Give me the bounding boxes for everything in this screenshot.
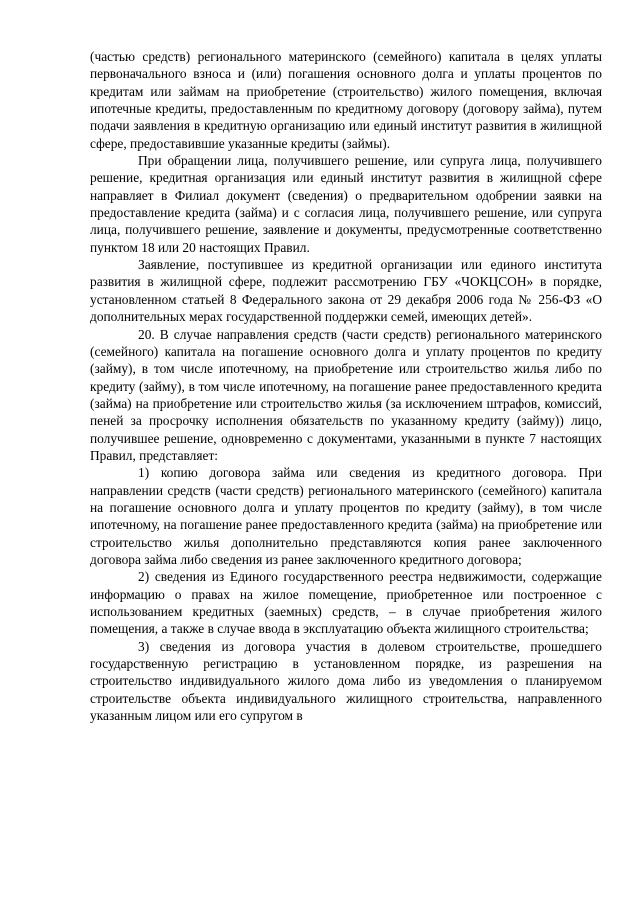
paragraph-application-review: Заявление, поступившее из кредитной организации или единого института развития в жилищной сфере, подлежит рассмотрению ГБУ «ЧОКЦСОН» в порядке, установленном статьей 8 Федерального закона от 29 декабря 2006 года № 256-ФЗ «О дополнительных мерах государственной поддержки семей, имеющих детей». bbox=[90, 257, 602, 325]
list-item-2: 2) сведения из Единого государственного реестра недвижимости, содержащие информацию о правах на жилое помещение, приобретенное или построенное с использованием кредитных (заемных) средств, – в случае приобретения жилого помещения, а также в случае ввода в эксплуатацию объекта жилищного строительства; bbox=[90, 569, 602, 637]
document-page bbox=[90, 48, 602, 724]
paragraph-continuation: (частью средств) регионального материнского (семейного) капитала в целях уплаты первоначального взноса и (или) погашения основного долга и уплаты процентов по кредитам или займам на приобретение (строительство) жилого помещения, включая ипотечные кредиты, предоставленным по кредитному договору (договору займа), путем подачи заявления в кредитную организацию или единый институт развития в жилищной сфере, предоставившие указанные кредиты (займы). bbox=[90, 49, 602, 151]
paragraph-item-20: 20. В случае направления средств (части средств) регионального материнского (семейного) капитала на погашение основного долга и уплату процентов по кредиту (займу), в том числе ипотечному, на приобретение или строительство жилья либо по кредиту (займу), в том числе ипотечному, на погашение ранее предоставленного кредита (займа) на приобретение или строительство жилья (за исключением штрафов, комиссий, пеней за просрочку исполнения обязательств по указанному кредиту (займу)) лицо, получившее решение, одновременно с документами, указанными в пункте 7 настоящих Правил, представляет: bbox=[90, 326, 602, 463]
list-item-1: 1) копию договора займа или сведения из кредитного договора. При направлении средств (части средств) регионального материнского (семейного) капитала на погашение основного долга и уплату процентов по кредиту (займу), в том числе ипотечному, на погашение ранее предоставленного кредита (займа) на приобретение или строительство жилья дополнительно представляются копия ранее заключенного договора займа либо сведения из ранее заключенного кредитного договора; bbox=[90, 465, 602, 567]
paragraph-application-request: При обращении лица, получившего решение, или супруга лица, получившего решение, кредитная организация или единый институт развития в жилищной сфере направляет в Филиал документ (сведения) о предварительном одобрении заявки на предоставление кредита (займа) и с согласия лица, получившего решение, или супруга лица, получившего решение, заявление и документы, предусмотренные соответственно пунктом 18 или 20 настоящих Правил. bbox=[90, 153, 602, 255]
list-item-3: 3) сведения из договора участия в долевом строительстве, прошедшего государственную регистрацию в установленном порядке, из разрешения на строительство индивидуального жилого дома либо из уведомления о планируемом строительстве объекта индивидуального жилищного строительства, направленного указанным лицом или его супругом в bbox=[90, 638, 602, 724]
